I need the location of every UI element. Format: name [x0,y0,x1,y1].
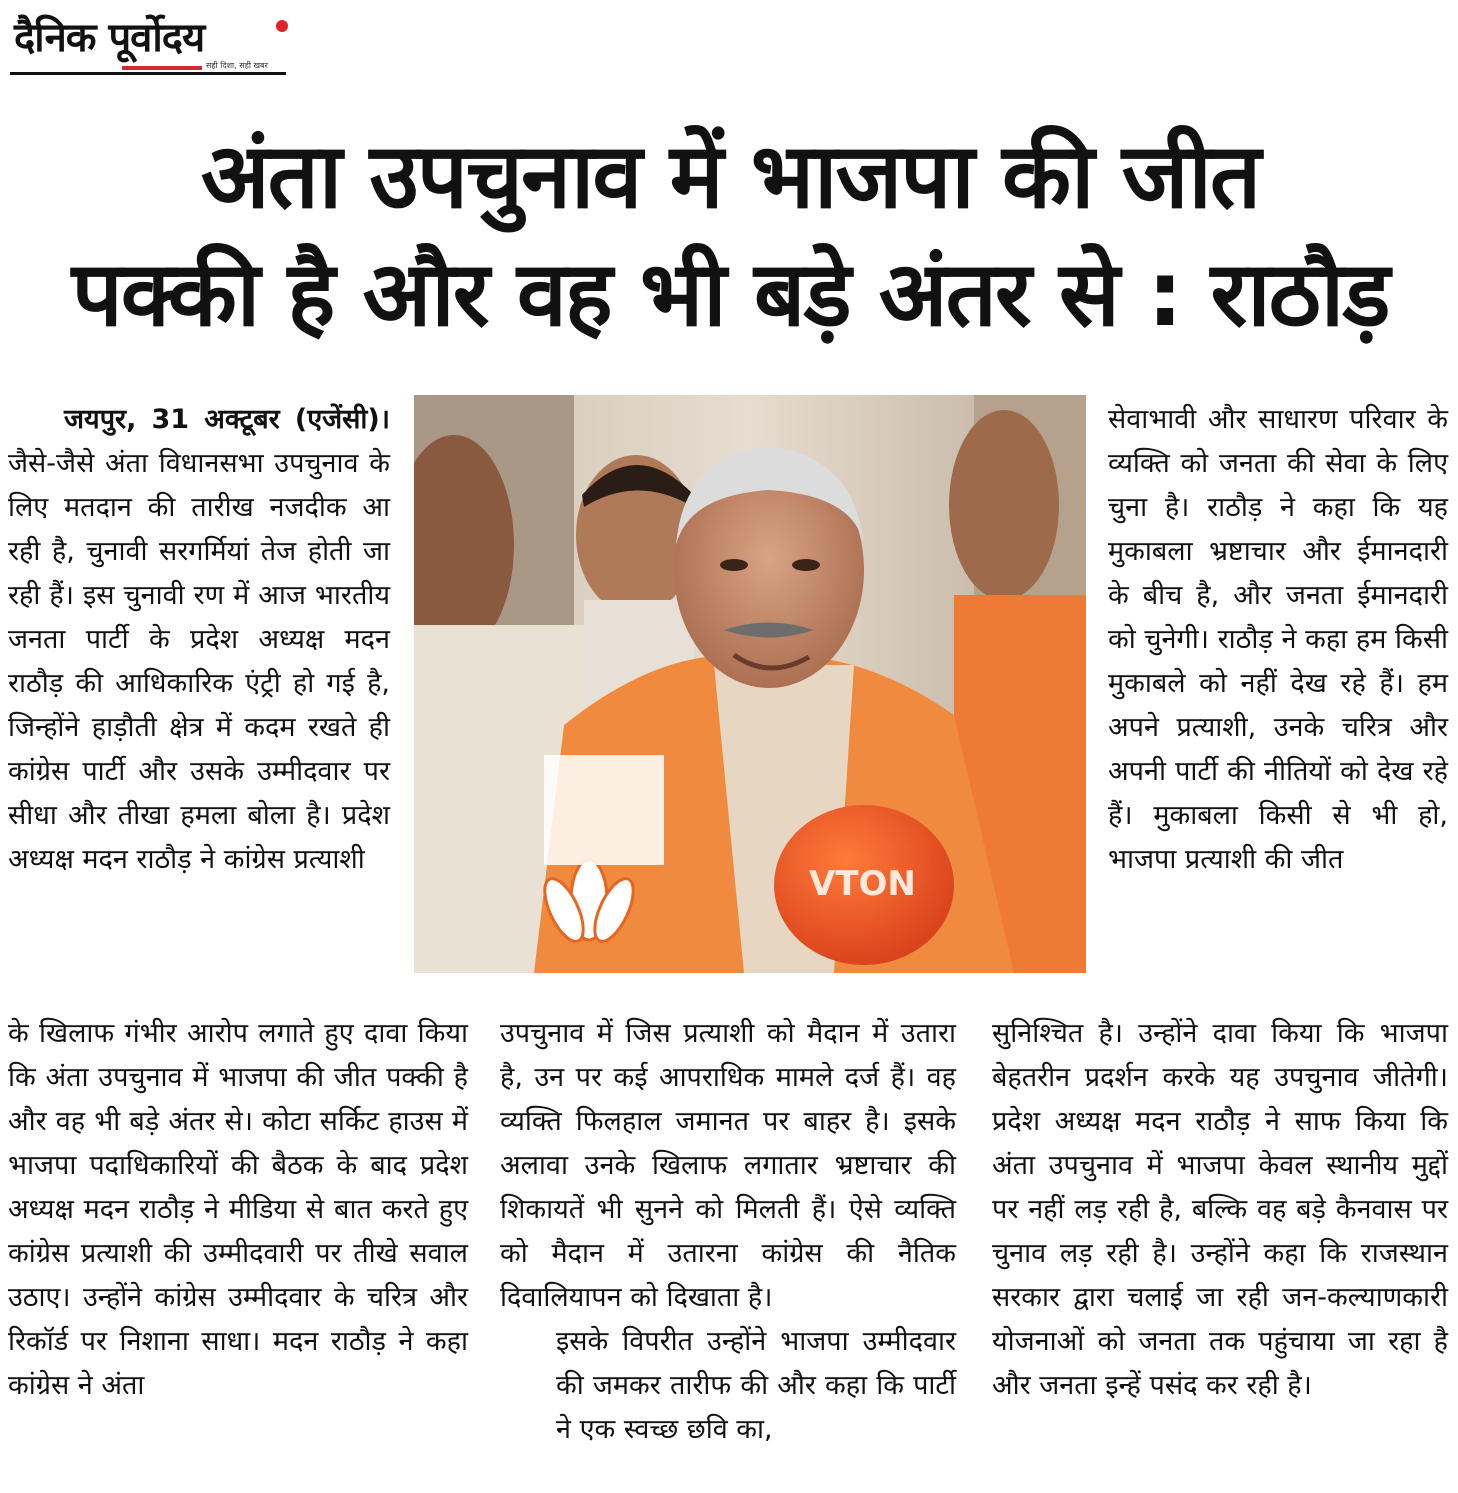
masthead-red-bar [122,66,202,70]
news-photo [414,395,1086,973]
article-text: सेवाभावी और साधारण परिवार के व्यक्ति को जनता की सेवा के लिए चुना है। राठौड़ ने कहा कि यह मुकाबला भ्रष्टाचार और ईमानदारी के बीच है, और जनता ईमानदारी को चुनेगी। राठौड़ ने कहा हम किसी मुकाबले को नहीं देख रहे हैं। हम अपने प्रत्याशी, उनके चरित्र और अपनी पार्टी की नीतियों को देख रहे हैं। मुकाबला किसी से भी हो, भाजपा प्रत्याशी की जीत [1108,404,1448,875]
headline-line-1: अंता उपचुनाव में भाजपा की जीत [200,124,1260,229]
article-text: के खिलाफ गंभीर आरोप लगाते हुए दावा किया कि अंता उपचुनाव में भाजपा की जीत पक्की है और वह भी बड़े अंतर से। कोटा सर्किट हाउस में भाजपा पदाधिकारियों की बैठक के बाद प्रदेश अध्यक्ष मदन राठौड़ ने मीडिया से बात करते हुए कांग्रेस प्रत्याशी की उम्मीदवारी पर तीखे सवाल उठाए। उन्होंने कांग्रेस उम्मीदवार के चरित्र और रिकॉर्ड पर निशाना साधा। मदन राठौड़ ने कहा कांग्रेस ने अंता [8,1018,468,1401]
masthead-rule [10,72,286,75]
article-headline [10,118,1450,354]
masthead-tagline: सही दिशा, सही खबर [206,61,268,70]
newspaper-logo: दैनिक पूर्वोदय [14,15,205,61]
article-column-3-top [1108,398,1448,990]
logo-red-dot [276,20,288,32]
article-paragraph: इसके विपरीत उन्होंने भाजपा उम्मीदवार की जमकर तारीफ की और कहा कि पार्टी ने एक स्वच्छ छवि का, [556,1326,956,1445]
article-column-1-bottom [8,1012,468,1482]
masthead [10,6,290,74]
headline-line-2: पक्की है और वह भी बड़े अंतर से : राठौड़ [71,242,1389,347]
article-column-2 [500,1012,956,1482]
article-paragraph: उपचुनाव में जिस प्रत्याशी को मैदान में उतारा है, उन पर कई आपराधिक मामले दर्ज हैं। वह व्यक्ति फिलहाल जमानत पर बाहर है। इसके अलावा उनके खिलाफ लगातार भ्रष्टाचार की शिकायतें भी सुनने को मिलती हैं। ऐसे व्यक्ति को मैदान में उतारना कांग्रेस की नैतिक दिवालियापन को दिखाता है। [500,1018,956,1313]
article-text: जैसे-जैसे अंता विधानसभा उपचुनाव के लिए मतदान की तारीख नजदीक आ रही है, चुनावी सरगर्मियां तेज होती जा रही हैं। इस चुनावी रण में आज भारतीय जनता पार्टी के प्रदेश अध्यक्ष मदन राठौड़ की आधिकारिक एंट्री हो गई है, जिन्होंने हाड़ौती क्षेत्र में कदम रखते ही कांग्रेस पार्टी और उसके उम्मीदवार पर सीधा और तीखा हमला बोला है। प्रदेश अध्यक्ष मदन राठौड़ ने कांग्रेस प्रत्याशी [8,448,390,875]
dateline: जयपुर, 31 अक्टूबर (एजेंसी)। [64,404,390,435]
article-column-3-bottom [992,1012,1448,1482]
article-column-1-top [8,398,390,990]
mic-label: VTON [809,864,916,904]
article-text: सुनिश्चित है। उन्होंने दावा किया कि भाजपा बेहतरीन प्रदर्शन करके यह उपचुनाव जीतेगी।प्रदेश अध्यक्ष मदन राठौड़ ने साफ किया कि अंता उपचुनाव में भाजपा केवल स्थानीय मुद्दों पर नहीं लड़ रही है, बल्कि वह बड़े कैनवास पर चुनाव लड़ रही है। उन्होंने कहा कि राजस्थान सरकार द्वारा चलाई जा रही जन-कल्याणकारी योजनाओं को जनता तक पहुंचाया जा रहा है और जनता इन्हें पसंद कर रही है। [992,1018,1448,1401]
